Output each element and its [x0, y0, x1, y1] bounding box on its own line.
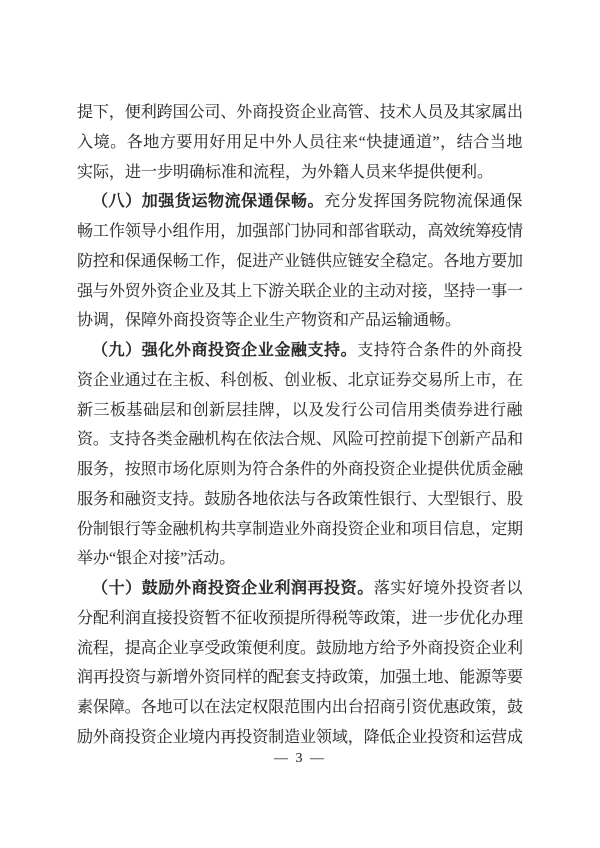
text-line: [77, 485, 523, 515]
text-line: [77, 515, 523, 545]
text-line: [77, 277, 523, 307]
text-line: [77, 544, 523, 574]
line-text: 素保障。各地可以在法定权限范围内出台招商引资优惠政策，鼓: [77, 699, 523, 716]
line-text: 落实好境外投资者以: [373, 580, 523, 597]
document-body: [77, 98, 523, 753]
section-heading: （九）强化外商投资企业金融支持。: [92, 342, 358, 359]
line-text: 提下，便利跨国公司、外商投资企业高管、技术人员及其家属出: [77, 104, 523, 121]
text-line: [77, 396, 523, 426]
text-line: [77, 604, 523, 634]
text-line: [77, 187, 523, 217]
line-text: 入境。各地方要用好用足中外人员往来“快捷通道”，结合当地: [77, 133, 523, 151]
text-line: [77, 217, 523, 247]
line-text: 强与外贸外资企业及其上下游关联企业的主动对接，坚持一事一: [77, 282, 523, 300]
line-text: 新三板基础层和创新层挂牌，以及发行公司信用类债券进行融: [77, 401, 523, 419]
text-line: [77, 693, 523, 723]
line-text: 畅工作领导小组作用，加强部门协同和部省联动，高效统筹疫情: [77, 223, 523, 240]
line-text: 润再投资与新增外资同样的配套支持政策，加强土地、能源等要: [77, 669, 523, 687]
line-text: 资。支持各类金融机构在依法合规、风险可控前提下创新产品和: [77, 431, 523, 449]
line-text: 励外商投资企业境内再投资制造业领域，降低企业投资和运营成: [77, 728, 523, 746]
text-line: [77, 98, 523, 128]
text-line: [77, 455, 523, 485]
line-text: 支持符合条件的外商投: [357, 342, 523, 359]
text-line: [77, 306, 523, 336]
text-line: [77, 723, 523, 753]
text-line: [77, 128, 523, 158]
line-text: 协调，保障外商投资等企业生产物资和产品运输通畅。: [77, 312, 462, 330]
page-number: — 3 —: [274, 751, 326, 766]
line-text: 份制银行等金融机构共享制造业外商投资企业和项目信息，定期: [77, 520, 523, 538]
line-text: 举办“银企对接”活动。: [77, 550, 236, 568]
line-text: 充分发挥国务院物流保通保: [324, 193, 523, 211]
text-line: [77, 574, 523, 604]
line-text: 服务和融资支持。鼓励各地依法与各政策性银行、大型银行、股: [77, 490, 523, 508]
section-heading: （八）加强货运物流保通保畅。: [92, 193, 325, 211]
line-text: 分配利润直接投资暂不征收预提所得税等政策，进一步优化办理: [77, 609, 523, 627]
line-text: 流程，提高企业享受政策便利度。鼓励地方给予外商投资企业利: [77, 639, 523, 657]
text-line: [77, 247, 523, 277]
text-line: [77, 158, 523, 188]
text-line: [77, 366, 523, 396]
line-text: 实际，进一步明确标准和流程，为外籍人员来华提供便利。: [77, 163, 494, 181]
text-line: [77, 634, 523, 664]
line-text: 服务，按照市场化原则为符合条件的外商投资企业提供优质金融: [77, 461, 523, 478]
section-heading: （十）鼓励外商投资企业利润再投资。: [92, 580, 374, 597]
line-text: 资企业通过在主板、科创板、创业板、北京证券交易所上市，在: [77, 371, 523, 389]
line-text: 防控和保通保畅工作，促进产业链供应链安全稳定。各地方要加: [77, 252, 523, 270]
text-line: [77, 336, 523, 366]
text-line: [77, 663, 523, 693]
text-line: [77, 425, 523, 455]
